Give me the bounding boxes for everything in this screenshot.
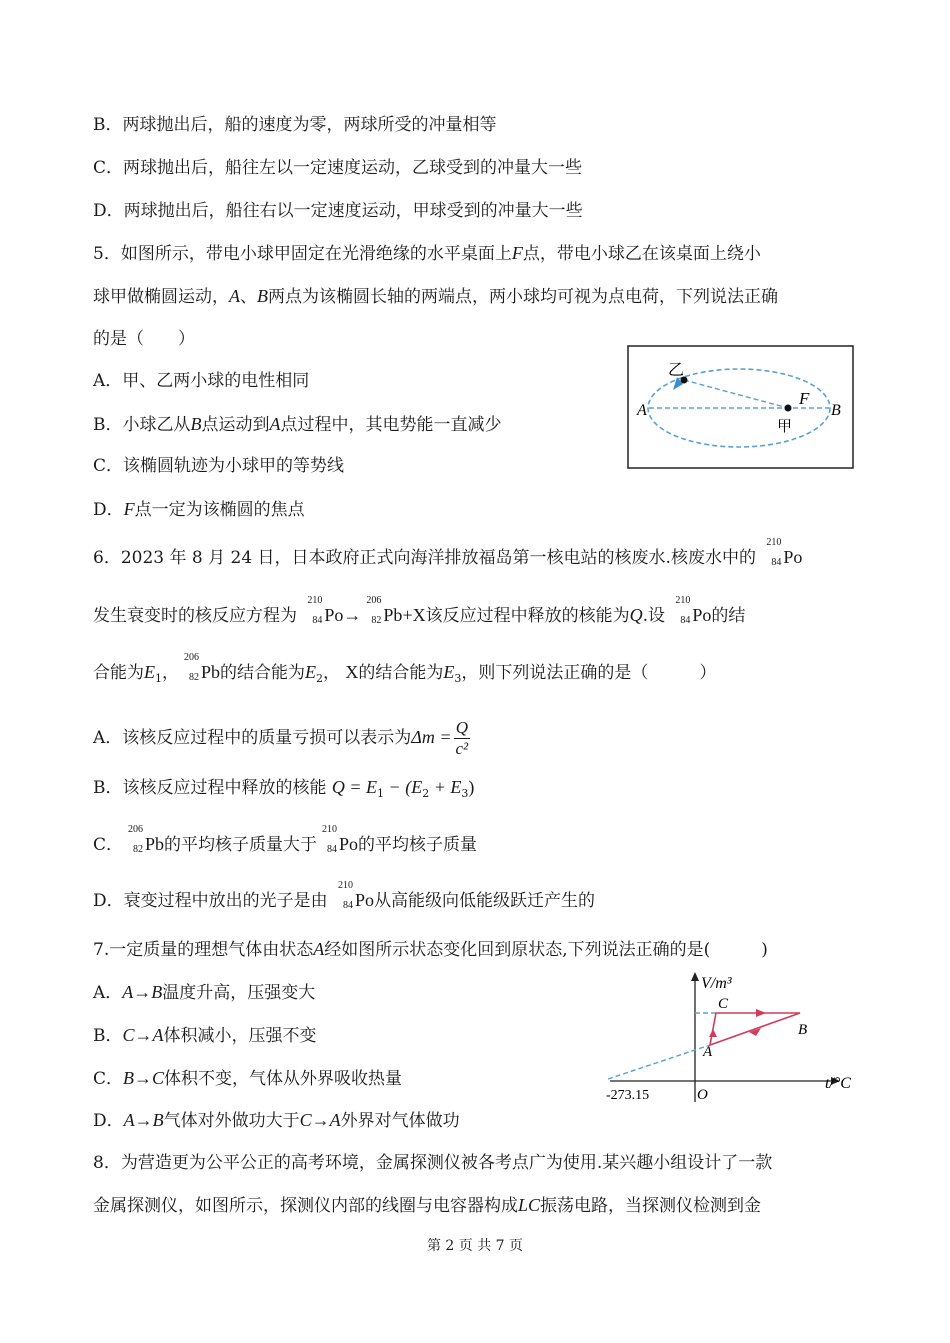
q7-option-b: B．C→A体积减小，压强不变 [93,1025,317,1046]
ellipse-orbit-figure [627,345,855,470]
origin-label: O [697,1087,708,1103]
q6-stem-line1: 6．2023 年 8 月 24 日，日本政府正式向海洋排放福岛第一核电站的核废水.核废水中的 210 84 Po [93,537,803,568]
v-axis-label: V/m³ [701,975,732,992]
point-a-label: A [637,402,647,419]
page-number: 第 2 页 共 7 页 [426,1238,524,1254]
q6-stem-line3: 合能为$E_1$， 206 82 Pb的结合能为$E_2$， X的结合能为$E_3$，则下列说法正确的是（ ） [93,652,717,685]
q5-stem-line3: 的是（ ） [93,329,195,349]
q7-option-c: C．B→C体积不变，气体从外界吸收热量 [93,1068,403,1089]
point-b-label: B [831,402,841,419]
po210-nuclide: 210 84 Po [338,880,375,911]
point-f-label: F [799,389,810,408]
q5-stem-line1: 5．如图所示，带电小球甲固定在光滑绝缘的水平桌面上F点，带电小球乙在该桌面上绕小 [93,243,761,264]
pb206-nuclide: 206 82 Pb [128,824,165,855]
ball-jia-label: 甲 [777,417,793,435]
q4-option-c: C．两球抛出后，船往左以一定速度运动，乙球受到的冲量大一些 [93,158,583,178]
q6-option-b: B．该核反应过程中释放的核能 $Q = E_1 - (E_2 + E_3)$ [93,777,475,800]
q5-option-d: D．F点一定为该椭圆的焦点 [93,499,305,520]
q7-option-a: A．A→B温度升高，压强变大 [93,982,316,1003]
ball-yi-label: 乙 [668,360,685,379]
q6-stem-line2: 发生衰变时的核反应方程为 210 84 Po→ 206 82 Pb+X该反应过程中释放的核能为Q.设 210 84 Po的结 [93,595,746,626]
pb206-nuclide: 206 82 Pb [184,652,221,683]
absolute-zero-label: -273.15 [606,1088,650,1103]
q8-stem-line2: 金属探测仪，如图所示，探测仪内部的线圈与电容器构成LC振荡电路，当探测仪检测到金 [93,1195,762,1216]
q6-option-d: D．衰变过程中放出的光子是由 210 84 Po从高能级向低能级跃迁产生的 [93,880,596,911]
q5-option-c: C．该椭圆轨迹为小球甲的等势线 [93,456,345,476]
q4-option-b: B．两球抛出后，船的速度为零，两球所受的冲量相等 [93,115,497,135]
state-a-label: A [703,1044,713,1060]
q5-option-a: A．甲、乙两小球的电性相同 [93,371,310,391]
volume-temperature-diagram [600,968,865,1108]
q5-stem-line2: 球甲做椭圆运动，A、B两点为该椭圆长轴的两端点，两小球均可视为点电荷，下列说法正确 [93,286,778,307]
q4-option-d: D．两球抛出后，船往右以一定速度运动，甲球受到的冲量大一些 [93,201,583,221]
po210-nuclide: 210 84 Po [307,595,344,626]
state-c-label: C [718,996,729,1012]
po210-nuclide: 210 84 Po [766,537,803,568]
q8-stem-line1: 8．为营造更为公平公正的高考环境，金属探测仪被各考点广为使用.某兴趣小组设计了一款 [93,1153,773,1173]
q5-option-b: B．小球乙从B点运动到A点过程中，其电势能一直减少 [93,414,502,435]
q-over-c2-fraction: $\frac{Q}{\text{c²}}$ [455,718,469,758]
po210-nuclide: 210 84 Po [322,824,359,855]
q6-option-c: C． 206 82 Pb的平均核子质量大于 210 84 Po的平均核子质量 [93,824,478,855]
pb206-nuclide: 206 82 Pb [366,595,403,626]
t-axis-label: t/°C [825,1075,851,1092]
q7-option-d: D．A→B气体对外做功大于C→A外界对气体做功 [93,1110,460,1131]
q6-option-a: A．该核反应过程中的质量亏损可以表示为Δm = $\frac{Q}{\text{c²}}$ [93,718,469,758]
q7-stem: 7.一定质量的理想气体由状态A经如图所示状态变化回到原状态,下列说法正确的是( ) [93,939,768,960]
po210-nuclide: 210 84 Po [675,595,712,626]
state-b-label: B [798,1022,808,1038]
